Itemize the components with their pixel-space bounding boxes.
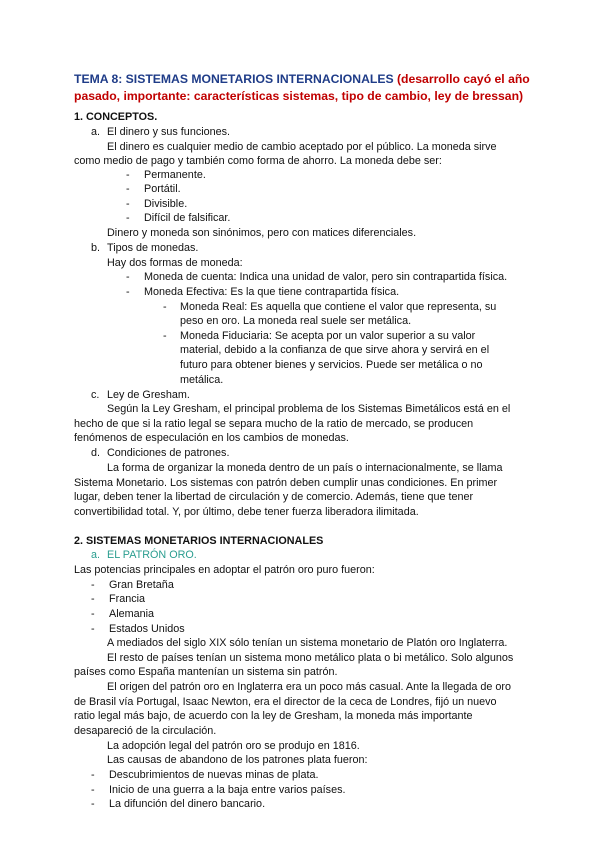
section-2-heading: 2. SISTEMAS MONETARIOS INTERNACIONALES	[74, 535, 324, 547]
list-item: Descubrimientos de nuevas minas de plata.	[109, 769, 319, 781]
list-item: Difícil de falsificar.	[144, 212, 231, 224]
title-main: TEMA 8: SISTEMAS MONETARIOS INTERNACIONALES	[74, 72, 394, 86]
list-item: Permanente.	[144, 169, 206, 181]
item-a-title: El dinero y sus funciones.	[107, 126, 231, 138]
bullet-dash: -	[126, 169, 130, 181]
list-item: Moneda Efectiva: Es la que tiene contrapartida física.	[144, 286, 400, 298]
bullet-dash: -	[126, 286, 130, 298]
item-d-marker: d.	[91, 447, 101, 459]
item-a-title: EL PATRÓN ORO.	[107, 549, 197, 561]
section-1-heading: 1. CONCEPTOS.	[74, 111, 158, 123]
list-item: Moneda de cuenta: Indica una unidad de valor, pero sin contrapartida física.	[144, 271, 508, 283]
list-item: Inicio de una guerra a la baja entre varios países.	[109, 784, 346, 796]
list-item-cont: peso en oro. La moneda real suele ser metálica.	[180, 315, 412, 327]
paragraph-line: hecho de que si la ratio legal se separa mucho de la ratio de mercado, se producen	[74, 418, 474, 430]
paragraph-line: Sistema Monetario. Los sistemas con patrón deben cumplir unas condiciones. En primer	[74, 477, 498, 489]
paragraph-line: de Brasil vía Portugal, Isaac Newton, era el director de la ceca de Londres, fijó un nuevo	[74, 696, 497, 708]
paragraph-line: desapareció de la circulación.	[74, 725, 217, 737]
document-title	[74, 71, 544, 104]
paragraph-line: ratio legal más bajo, de acuerdo con la ley de Gresham, la moneda más importante	[74, 710, 473, 722]
paragraph-line: El dinero es cualquier medio de cambio aceptado por el público. La moneda sirve	[107, 141, 497, 153]
paragraph-line: Hay dos formas de moneda:	[107, 257, 243, 269]
paragraph-line: Las causas de abandono de los patrones plata fueron:	[107, 754, 368, 766]
list-item: La difunción del dinero bancario.	[109, 798, 266, 810]
paragraph-line: A mediados del siglo XIX sólo tenían un sistema monetario de Platón oro Inglaterra.	[107, 637, 508, 649]
paragraph-line: La forma de organizar la moneda dentro de un país o internacionalmente, se llama	[107, 462, 503, 474]
paragraph-line: fenómenos de especulación en los cambios de monedas.	[74, 432, 349, 444]
item-a-marker: a.	[91, 549, 101, 561]
list-item-cont: metálica.	[180, 374, 224, 386]
bullet-dash: -	[91, 608, 95, 620]
paragraph-line: Dinero y moneda son sinónimos, pero con matices diferenciales.	[107, 227, 417, 239]
paragraph-line: El origen del patrón oro en Inglaterra era un poco más casual. Ante la llegada de oro	[107, 681, 511, 693]
bullet-dash: -	[91, 769, 95, 781]
list-item-cont: futuro para obtener bienes y servicios. Puede ser metálica o no	[180, 359, 483, 371]
bullet-dash: -	[91, 579, 95, 591]
item-b-title: Tipos de monedas.	[107, 242, 199, 254]
bullet-dash: -	[91, 784, 95, 796]
paragraph-line: convertibilidad total. Y, por último, debe tener fuerza liberadora ilimitada.	[74, 506, 419, 518]
list-item: Gran Bretaña	[109, 579, 174, 591]
list-item: Moneda Fiduciaria: Se acepta por un valor superior a su valor	[180, 330, 476, 342]
bullet-dash: -	[126, 271, 130, 283]
item-d-title: Condiciones de patrones.	[107, 447, 230, 459]
list-item: Francia	[109, 593, 146, 605]
paragraph-line: países como España mantenían un sistema sin patrón.	[74, 666, 338, 678]
list-item: Estados Unidos	[109, 623, 185, 635]
paragraph-line: Las potencias principales en adoptar el patrón oro puro fueron:	[74, 564, 375, 576]
bullet-dash: -	[163, 301, 167, 313]
paragraph-line: Según la Ley Gresham, el principal problema de los Sistemas Bimetálicos está en el	[107, 403, 511, 415]
list-item-cont: material, debido a la confianza de que sirve ahora y servirá en el	[180, 344, 490, 356]
list-item: Alemania	[109, 608, 155, 620]
bullet-dash: -	[91, 593, 95, 605]
bullet-dash: -	[126, 212, 130, 224]
item-c-title: Ley de Gresham.	[107, 389, 190, 401]
paragraph-line: La adopción legal del patrón oro se produjo en 1816.	[107, 740, 360, 752]
bullet-dash: -	[126, 198, 130, 210]
item-a-marker: a.	[91, 126, 101, 138]
paragraph-line: El resto de países tenían un sistema mono metálico plata o bi metálico. Solo algunos	[107, 652, 514, 664]
list-item: Portátil.	[144, 183, 181, 195]
bullet-dash: -	[126, 183, 130, 195]
bullet-dash: -	[91, 798, 95, 810]
bullet-dash: -	[91, 623, 95, 635]
paragraph-line: lugar, deben tener la libertad de circulación y de comercio. Además, tiene que tener	[74, 491, 474, 503]
item-b-marker: b.	[91, 242, 101, 254]
list-item: Divisible.	[144, 198, 188, 210]
bullet-dash: -	[163, 330, 167, 342]
title-note: (desarrollo cayó el año pasado, importante: características sistemas, tipo de cambio, ley de bressan)	[74, 72, 530, 103]
list-item: Moneda Real: Es aquella que contiene el valor que representa, su	[180, 301, 497, 313]
item-c-marker: c.	[91, 389, 100, 401]
paragraph-line: como medio de pago y también como forma de ahorro. La moneda debe ser:	[74, 155, 442, 167]
